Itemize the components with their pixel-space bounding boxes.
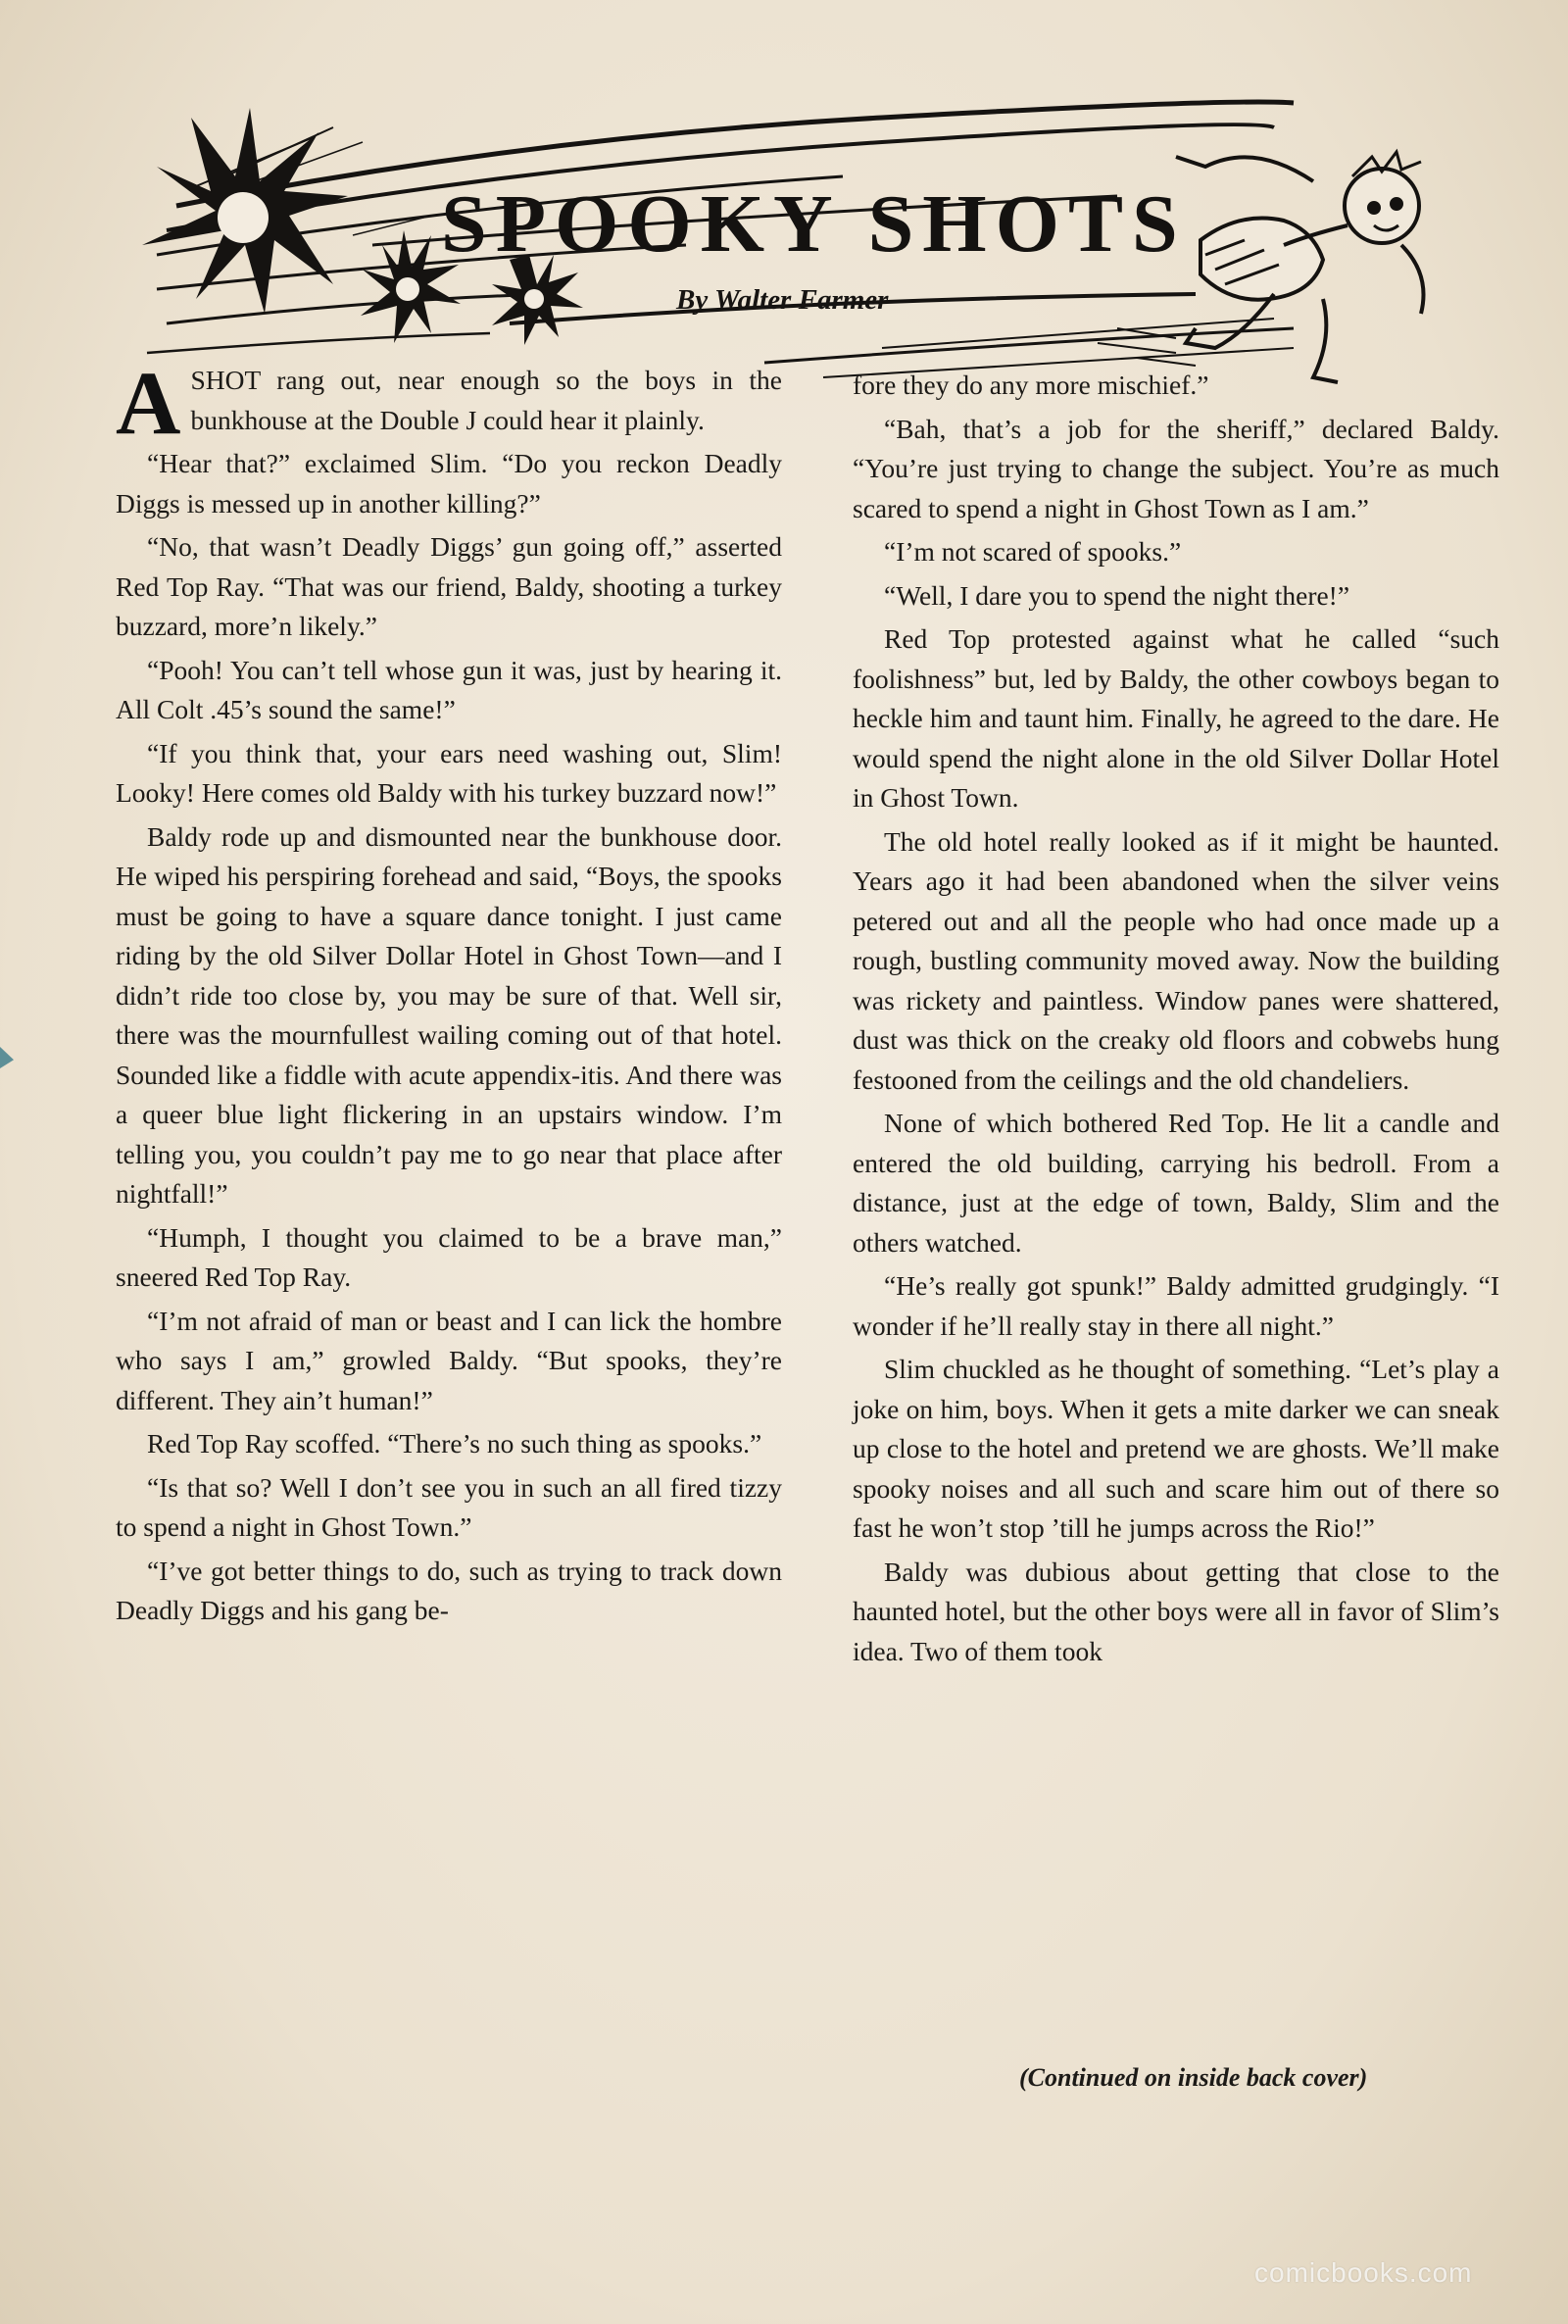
paragraph: “Hear that?” exclaimed Slim. “Do you reckon Deadly Diggs is messed up in another killing?” bbox=[116, 448, 782, 519]
paragraph: Red Top Ray scoffed. “There’s no such thing as spooks.” bbox=[147, 1428, 762, 1459]
paragraph: “I’ve got better things to do, such as trying to track down Deadly Diggs and his gang be- bbox=[116, 1555, 782, 1625]
paragraph: “Is that so? Well I don’t see you in such an all fired tizzy to spend a night in Ghost Town.” bbox=[116, 1471, 782, 1542]
paragraph: Baldy was dubious about getting that close to the haunted hotel, but the other boys were all in favor of Slim’s idea. Two of them took bbox=[853, 1556, 1499, 1666]
paragraph: “Bah, that’s a job for the sheriff,” declared Baldy. “You’re just trying to change the subject. You’re as much scared to spend a night in Ghost Town as I am.” bbox=[853, 413, 1499, 523]
page-edge-mark bbox=[0, 1047, 14, 1068]
paragraph: fore they do any more mischief.” bbox=[853, 370, 1209, 400]
story-header bbox=[137, 98, 1450, 392]
paragraph: “Pooh! You can’t tell whose gun it was, just by hearing it. All Colt .45’s sound the same!” bbox=[116, 654, 782, 724]
paragraph: “No, that wasn’t Deadly Diggs’ gun going off,” asserted Red Top Ray. “That was our friend, Baldy, shooting a turkey buzzard, more’n likely.” bbox=[116, 531, 782, 641]
paragraph: “If you think that, your ears need washing out, Slim! Looky! Here comes old Baldy with his turkey buzzard now!” bbox=[116, 737, 782, 808]
paragraph: Slim chuckled as he thought of something. “Let’s play a joke on him, boys. When it gets a mite darker we can sneak up close to the hotel and pretend we are ghosts. We’ll make spooky noises and all such and scare him out of there so fast he won’t stop ’till he jumps across the Rio!” bbox=[853, 1354, 1499, 1543]
paragraph bbox=[116, 353, 782, 453]
right-column bbox=[853, 366, 1499, 1675]
paragraph: “I’m not scared of spooks.” bbox=[884, 536, 1182, 567]
paragraph: “He’s really got spunk!” Baldy admitted grudgingly. “I wonder if he’ll really stay in there all night.” bbox=[853, 1270, 1499, 1341]
paragraph: Red Top protested against what he called “such foolishness” but, led by Baldy, the other cowboys began to heckle him and taunt him. Finally, he agreed to the dare. He would spend the night alone in the old Silver Dollar Hotel in Ghost Town. bbox=[853, 623, 1499, 813]
continued-note: (Continued on inside back cover) bbox=[1019, 2063, 1368, 2092]
paragraph: None of which bothered Red Top. He lit a candle and entered the old building, carrying his bedroll. From a distance, just at the edge of town, Baldy, Slim and the others watched. bbox=[853, 1108, 1499, 1258]
paragraph: “Well, I dare you to spend the night there!” bbox=[884, 579, 1350, 611]
first-paragraph-text: SHOT rang out, near enough so the boys in the bunkhouse at the Double J could hear it plainly. bbox=[190, 365, 782, 435]
gunshot-burst-icon bbox=[142, 108, 348, 314]
watermark: comicbooks.com bbox=[1254, 2257, 1473, 2288]
paragraph: “I’m not afraid of man or beast and I can lick the hombre who says I am,” growled Baldy. “But spooks, they’re different. They ain’t human!” bbox=[116, 1305, 782, 1415]
drop-cap: A bbox=[116, 353, 181, 453]
paragraph: Baldy rode up and dismounted near the bunkhouse door. He wiped his perspiring forehead and said, “Boys, the spooks must be going to have a square dance tonight. I just came riding by the old Silver Dollar Hotel in Ghost Town—and I didn’t ride too close by, you may be sure of that. Well sir, there was the mournfullest wailing coming out of that hotel. Sounded like a fiddle with acute appendix-itis. And there was a queer blue light flickering in an upstairs window. I’m telling you, you couldn’t pay me to go near that place after nightfall!” bbox=[116, 820, 782, 1209]
left-column bbox=[116, 353, 782, 1635]
paragraph: The old hotel really looked as if it might be haunted. Years ago it had been abandoned when the silver veins petered out and all the people who had once made up a rough, bustling community moved away. Now the building was rickety and paintless. Window panes were shattered, dust was thick on the creaky old floors and cobwebs hung festooned from the ceilings and the old chandeliers. bbox=[853, 825, 1499, 1095]
paragraph: “Humph, I thought you claimed to be a brave man,” sneered Red Top Ray. bbox=[116, 1221, 782, 1292]
story-title: SPOOKY SHOTS bbox=[441, 178, 1187, 270]
story-byline: By Walter Farmer bbox=[676, 284, 889, 316]
